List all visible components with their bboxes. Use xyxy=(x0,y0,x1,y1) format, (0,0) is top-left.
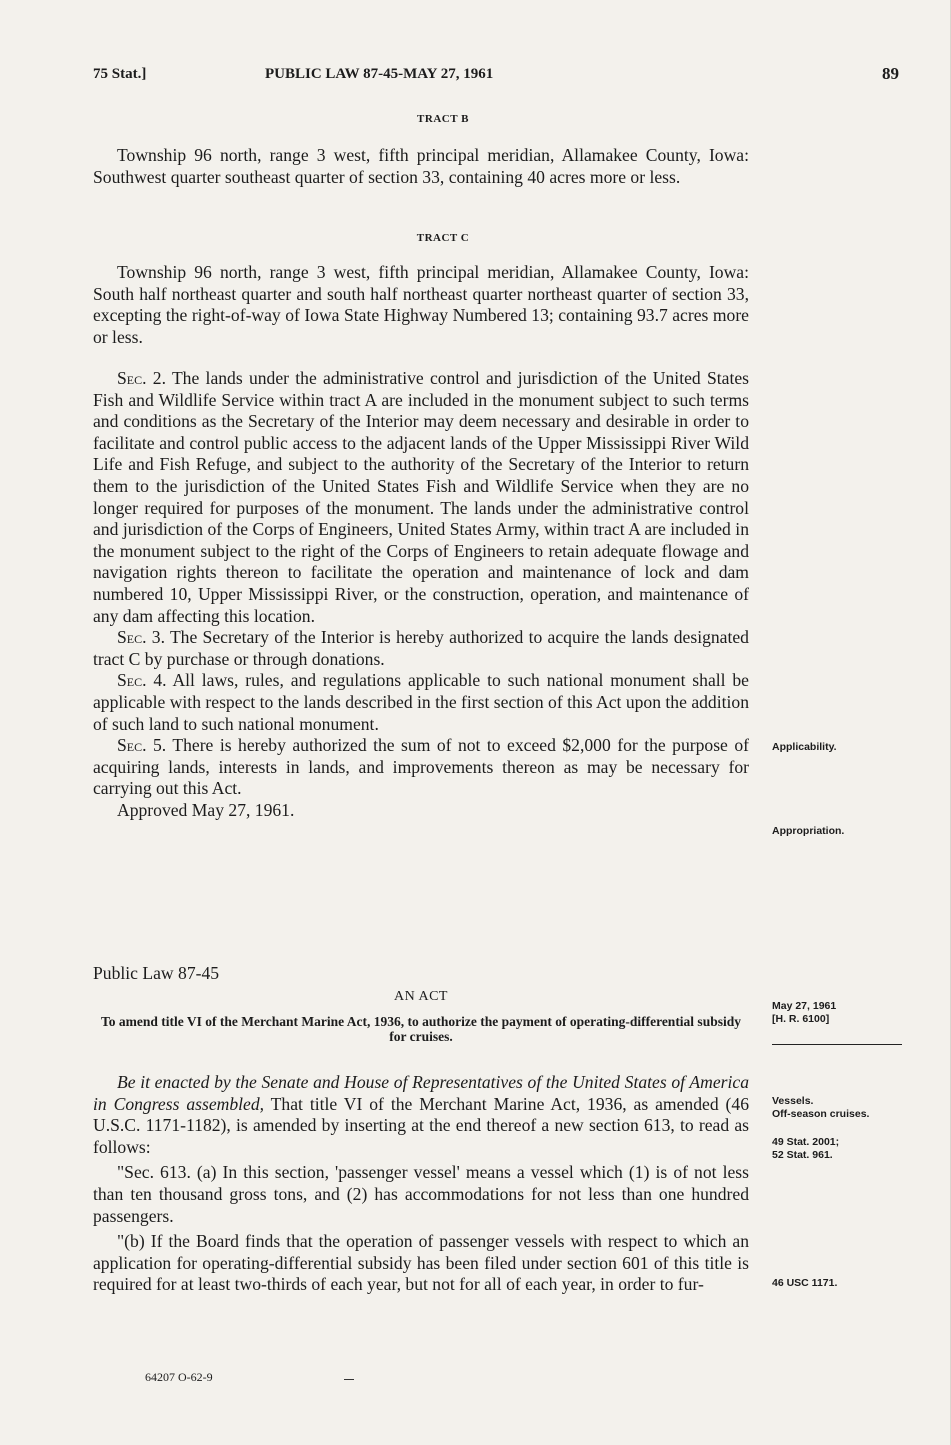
tract-b-paragraph: Township 96 north, range 3 west, fifth principal meridian, Allamakee County, Iowa: Southwest quarter southeast quarter of section 33, containing 40 acres more or less. xyxy=(93,145,749,187)
tract-c-heading: TRACT C xyxy=(416,232,470,244)
section-3-label: Sec. 3. xyxy=(117,627,165,648)
margin-appropriation: Appropriation. xyxy=(772,825,845,837)
margin-usc: 46 USC 1171. xyxy=(772,1277,838,1289)
enacting-block xyxy=(93,1072,749,1296)
margin-stat-2: 52 Stat. 961. xyxy=(772,1149,833,1161)
section-3 xyxy=(93,627,749,670)
enacting-italic: Be it enacted by the Senate and House of Representatives of the United States of America in Congress assembled, xyxy=(93,1072,749,1114)
section-5 xyxy=(93,735,749,800)
tract-c-text xyxy=(93,262,749,348)
enacting-rest: That title VI of the Merchant Marine Act, 1936, as amended (46 U.S.C. 1171-1182), is amended by inserting at the end thereof a new section 613, to read as follows: xyxy=(93,1093,750,1157)
margin-stat-1: 49 Stat. 2001; xyxy=(772,1136,840,1148)
margin-offseason: Off-season cruises. xyxy=(772,1108,870,1120)
public-law-number: Public Law 87-45 xyxy=(93,963,220,983)
margin-vessels: Vessels. xyxy=(772,1095,814,1107)
enacting-clause xyxy=(93,1072,749,1158)
section-4-label: Sec. 4. xyxy=(117,670,167,691)
margin-bill: [H. R. 6100] xyxy=(772,1013,830,1025)
margin-date: May 27, 1961 xyxy=(772,1000,837,1012)
section-2 xyxy=(93,368,749,627)
sections-block xyxy=(93,368,749,821)
print-code: 64207 O-62-9 xyxy=(145,1370,213,1384)
statute-reference: 75 Stat.] xyxy=(93,66,147,82)
tract-c-paragraph: Township 96 north, range 3 west, fifth principal meridian, Allamakee County, Iowa: South half northeast quarter and south half northeast quarter northeast quarter of section 33, excepting the right-of-way of Iowa State Highway Numbered 13; containing 93.7 acres more or less. xyxy=(93,262,749,347)
section-5-text: There is hereby authorized the sum of not to exceed $2,000 for the purpose of acquiring lands, interests in lands, and improvements thereon as may be necessary for carrying out this Act. xyxy=(93,735,749,799)
tract-b-text xyxy=(93,145,749,188)
section-4-text: All laws, rules, and regulations applicable to such national monument shall be applicable with respect to the lands described in the first section of this Act upon the addition of such land to such national monument. xyxy=(93,670,749,734)
section-613a: "Sec. 613. (a) In this section, 'passenger vessel' means a vessel which (1) is of not less than ten thousand gross tons, and (2) has accommodations for not less than one hundred passengers. xyxy=(93,1162,749,1226)
section-4 xyxy=(93,670,749,735)
footer-dash xyxy=(344,1379,354,1380)
margin-applicability: Applicability. xyxy=(772,741,837,753)
running-header-title: PUBLIC LAW 87-45-MAY 27, 1961 xyxy=(265,66,494,82)
approved-line: Approved May 27, 1961. xyxy=(117,799,295,820)
section-613b: "(b) If the Board finds that the operation of passenger vessels with respect to which an application for operating-differential subsidy has been filed under section 601 of this title is required for at least two-thirds of each year, but not for all of each year, in order to fur- xyxy=(93,1231,749,1295)
section-2-text: The lands under the administrative control and jurisdiction of the United States Fish and Wildlife Service within tract A are included in the monument subject to such terms and conditions as the Secretary of the Interior may deem necessary and desirable in order to facilitate and control public access to the adjacent lands of the Upper Mississippi River Wild Life and Fish Refuge, and subject to the authority of the Secretary of the Interior to return them to the jurisdiction of the United States Fish and Wildlife Service when they are no longer required for purposes of the monument. The lands under the administrative control and jurisdiction of the Corps of Engineers, United States Army, within tract A are included in the monument subject to the right of the Corps of Engineers to retain adequate flowage and navigation rights thereon to facilitate the operation and maintenance of lock and dam numbered 10, Upper Mississippi River, or the construction, operation, and maintenance of any dam affecting this location. xyxy=(93,368,749,626)
an-act-heading: AN ACT xyxy=(394,989,448,1004)
section-3-text: The Secretary of the Interior is hereby authorized to acquire the lands designated tract C by purchase or through donations. xyxy=(93,627,749,669)
margin-rule xyxy=(772,1044,902,1045)
section-5-label: Sec. 5. xyxy=(117,735,167,756)
page-number: 89 xyxy=(882,64,899,83)
section-2-label: Sec. 2. xyxy=(117,368,166,388)
tract-b-heading: TRACT B xyxy=(417,113,469,125)
act-purpose: To amend title VI of the Merchant Marine Act, 1936, to authorize the payment of operating-differential subsidy for cruises. xyxy=(101,1014,741,1044)
